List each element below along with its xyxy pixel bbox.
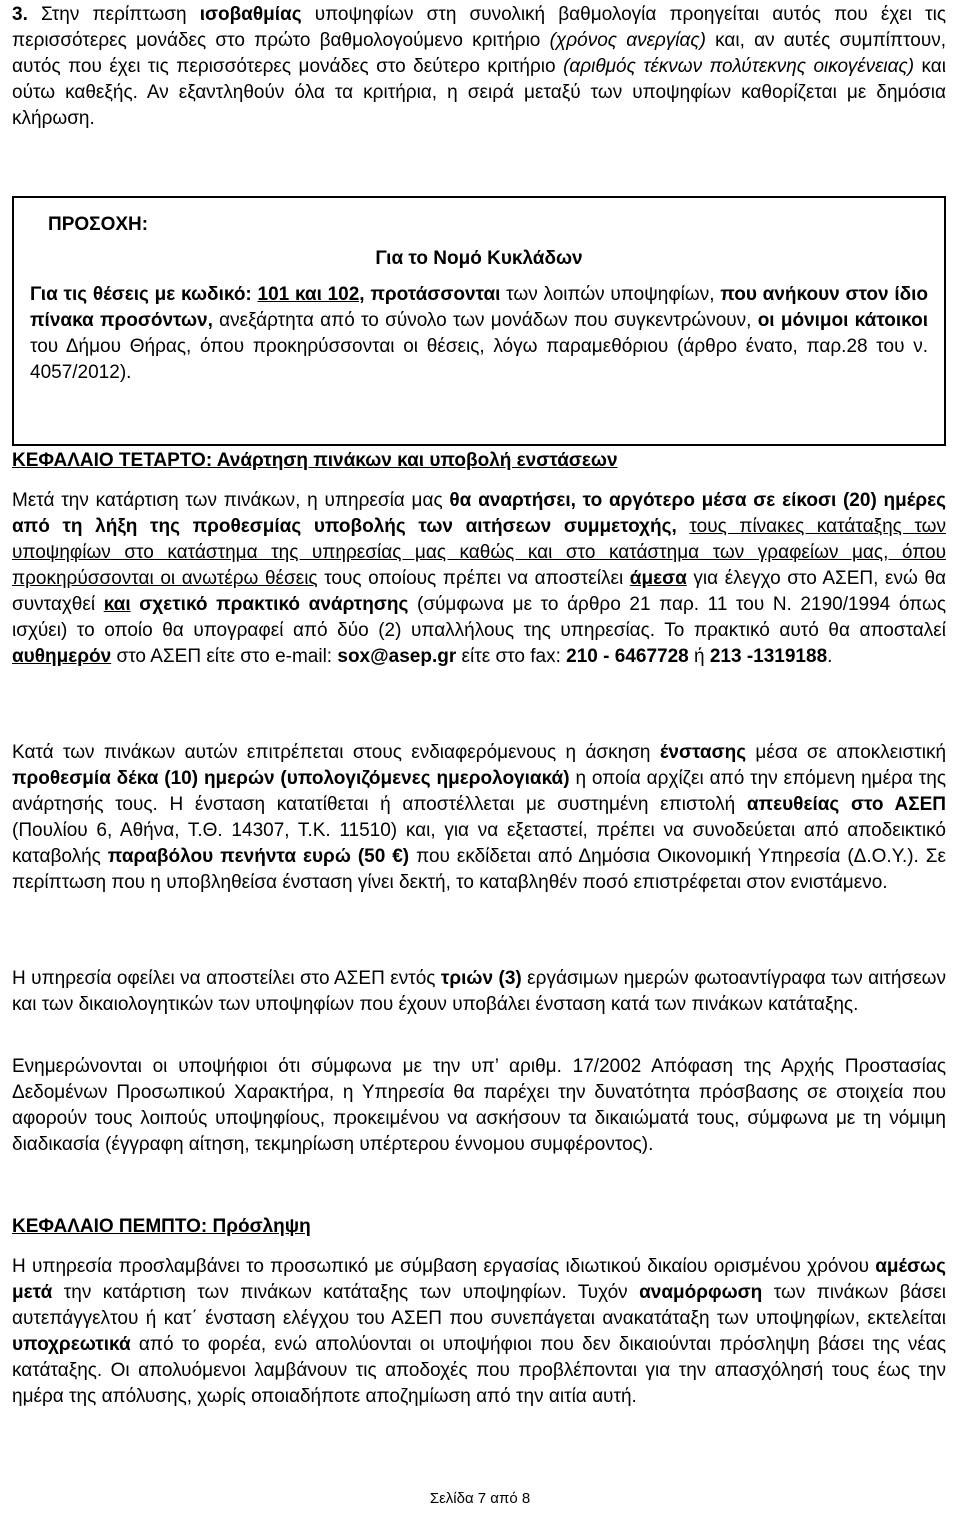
chapter-5-heading: ΚΕΦΑΛΑΙΟ ΠΕΜΠΤΟ: Πρόσληψη xyxy=(12,1216,311,1237)
fax-number-1: 210 - 6467728 xyxy=(566,646,689,667)
chapter-5-hiring-paragraph: Η υπηρεσία προσλαμβάνει το προσωπικό με σύμβαση εργασίας ιδιωτικού δικαίου ορισμένου χρόνου αμέσως μετά την κατάρτιση των πινάκων κατάταξης των υποψηφίων. Τυχόν αναμόρφωση των πινάκων βάσει αυτεπάγγελτου ή κατ΄ ένσταση ελέγχου του ΑΣΕΠ που συνεπάγεται ανακατάταξη των υποψηφίων, εκτελείται υποχρεωτικά από το φορέα, ενώ απολύονται οι υποψήφιοι που δεν δικαιούνται πρόσληψη βάσει της νέας κατάταξης. Οι απολυόμενοι λαμβάνουν τις αποδοχές που προβλέπονται για την απασχόλησή τους έως την ημέρα της απόλυσης, χωρίς οποιαδήποτε αποζημίωση από την αιτία αυτή. xyxy=(12,1256,946,1407)
chapter-4-copies-paragraph: Η υπηρεσία οφείλει να αποστείλει στο ΑΣΕΠ εντός τριών (3) εργάσιμων ημερών φωτοαντίγραφα των αιτήσεων και των δικαιολογητικών των υποψηφίων που έχουν υποβάλει ένσταση κατά των πινάκων κατάταξης. xyxy=(12,968,946,1015)
page-number-footer: Σελίδα 7 από 8 xyxy=(429,1490,531,1507)
notice-box xyxy=(12,196,946,446)
notice-label: ΠΡΟΣΟΧΗ: xyxy=(48,214,149,235)
email-address: sox@asep.gr xyxy=(337,646,457,667)
chapter-4-data-protection-paragraph: Ενημερώνονται οι υποψήφιοι ότι σύμφωνα με την υπ’ αριθμ. 17/2002 Απόφαση της Αρχής Προστασίας Δεδομένων Προσωπικού Χαρακτήρα, η Υπηρεσία θα παρέχει την δυνατότητα πρόσβασης σε στοιχεία που αφορούν τους λοιπούς υποψηφίους, προκειμένου να ασκήσουν τα δικαιώματά τους, σύμφωνα με τη νόμιμη διαδικασία (έγγραφη αίτηση, τεκμηρίωση υπέρτερου έννομου συμφέροντος). xyxy=(12,1056,946,1155)
chapter-4-heading: ΚΕΦΑΛΑΙΟ ΤΕΤΑΡΤΟ: Ανάρτηση πινάκων και υποβολή ενστάσεων xyxy=(12,450,618,471)
chapter-4-posting-paragraph: Μετά την κατάρτιση των πινάκων, η υπηρεσία μας θα αναρτήσει, το αργότερο μέσα σε είκοσι (20) ημέρες από τη λήξη της προθεσμίας υποβολής των αιτήσεων συμμετοχής, τους πίνακες κατάταξης των υποψηφίων στο κατάστημα της υπηρεσίας μας καθώς και στο κατάστημα των γραφείων μας, όπου προκηρύσσονται οι ανωτέρω θέσεις τους οποίους πρέπει να αποστείλει άμεσα για έλεγχο στο ΑΣΕΠ, ενώ θα συνταχθεί και σχετικό πρακτικό ανάρτησης (σύμφωνα με το άρθρο 21 παρ. 11 του Ν. 2190/1994 όπως ισχύει) το οποίο θα υπογραφεί από δύο (2) υπαλλήλους της υπηρεσίας. Το πρακτικό αυτό θα αποσταλεί αυθημερόν στο ΑΣΕΠ είτε στο e-mail: sox@asep.gr είτε στο fax: 210 - 6467728 ή 213 -1319188. xyxy=(12,490,947,667)
notice-subtitle: Για το Νομό Κυκλάδων xyxy=(375,248,583,269)
chapter-4-objection-paragraph: Κατά των πινάκων αυτών επιτρέπεται στους ενδιαφερόμενους η άσκηση ένστασης μέσα σε αποκλειστική προθεσμία δέκα (10) ημερών (υπολογιζόμενες ημερολογιακά) η οποία αρχίζει από την επόμενη ημέρα της ανάρτησής τους. Η ένσταση κατατίθεται ή αποστέλλεται με συστημένη επιστολή απευθείας στο ΑΣΕΠ (Πουλίου 6, Αθήνα, Τ.Θ. 14307, Τ.Κ. 11510) και, για να εξεταστεί, πρέπει να συνοδεύεται από αποδεικτικό καταβολής παραβόλου πενήντα ευρώ (50 €) που εκδίδεται από Δημόσια Οικονομική Υπηρεσία (Δ.Ο.Υ.). Σε περίπτωση που η υποβληθείσα ένσταση γίνει δεκτή, το καταβληθέν ποσό επιστρέφεται στον ενιστάμενο. xyxy=(12,742,947,893)
section-3-tiebreak-paragraph: 3. Στην περίπτωση ισοβαθμίας υποψηφίων στη συνολική βαθμολογία προηγείται αυτός που έχει τις περισσότερες μονάδες στο πρώτο βαθμολογούμενο κριτήριο (χρόνος ανεργίας) και, αν αυτές συμπίπτουν, αυτός που έχει τις περισσότερες μονάδες στο δεύτερο κριτήριο (αριθμός τέκνων πολύτεκνης οικογένειας) και ούτω καθεξής. Αν εξαντληθούν όλα τα κριτήρια, η σειρά μεταξύ των υποψηφίων καθορίζεται με δημόσια κλήρωση. xyxy=(12,4,946,129)
notice-text: Για τις θέσεις με κωδικό: 101 και 102, προτάσσονται των λοιπών υποψηφίων, που ανήκουν στον ίδιο πίνακα προσόντων, ανεξάρτητα από το σύνολο των μονάδων που συγκεντρώνουν, οι μόνιμοι κάτοικοι του Δήμου Θήρας, όπου προκηρύσσονται οι θέσεις, λόγω παραμεθόριου (άρθρο ένατο, παρ.28 του ν. 4057/2012). xyxy=(30,284,929,383)
section-number: 3. xyxy=(12,4,28,25)
fax-number-2: 213 -1319188 xyxy=(709,646,828,667)
